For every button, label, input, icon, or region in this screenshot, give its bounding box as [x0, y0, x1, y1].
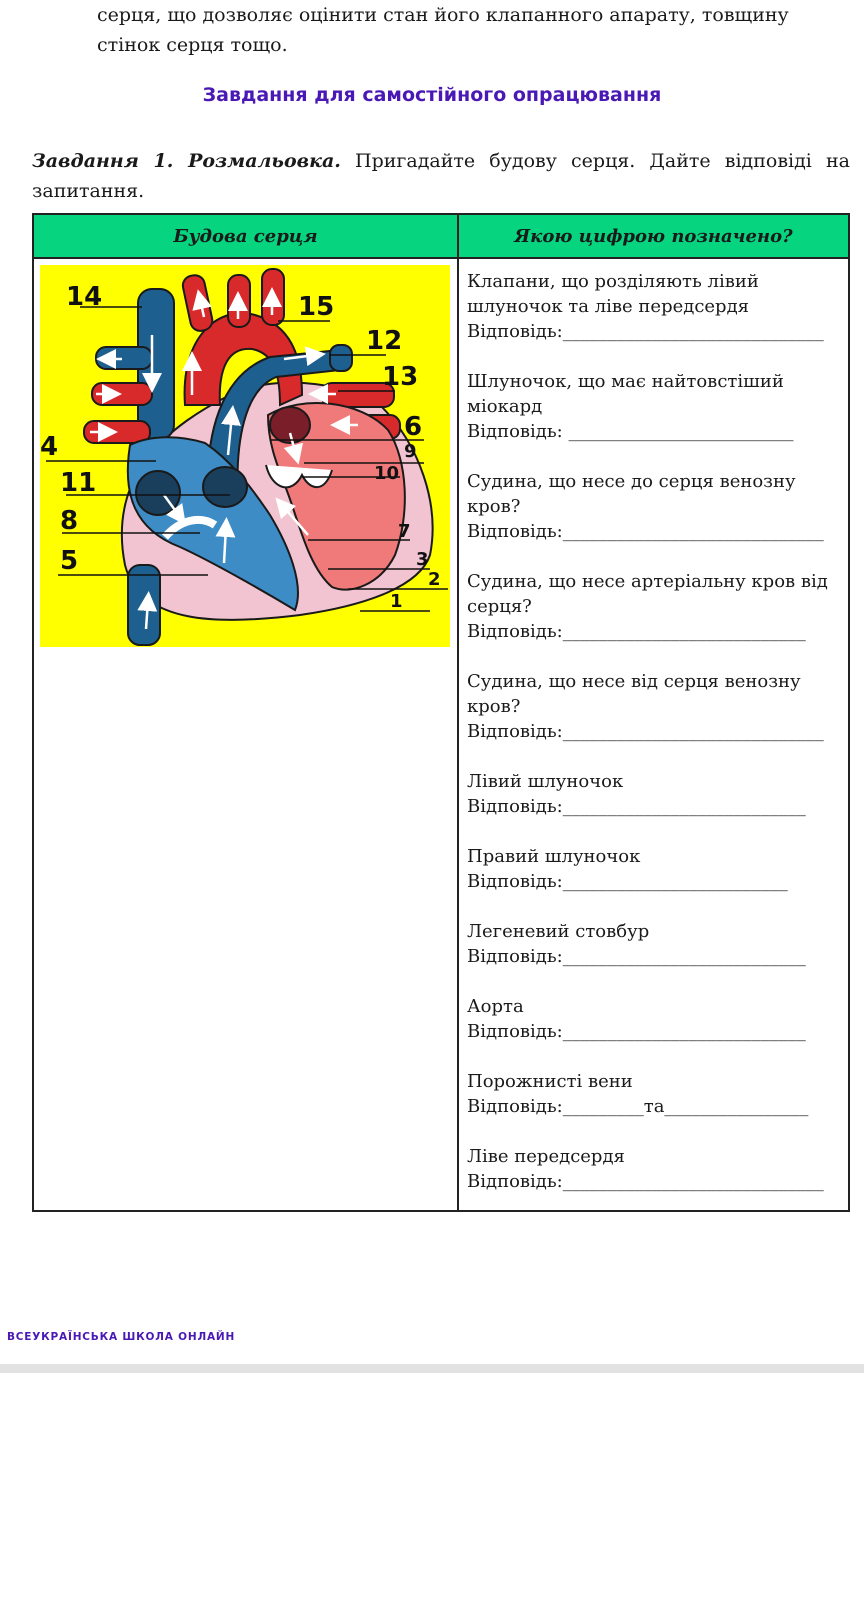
label-14: 14 — [66, 282, 103, 312]
header-heart-structure: Будова серця — [33, 214, 458, 258]
answer-line: Відповідь:_________________________ — [467, 871, 788, 892]
footer-divider — [0, 1364, 864, 1373]
pulmonary-artery-left — [96, 347, 152, 369]
question-text: Клапани, що розділяють лівий шлуночок та ліве передсердя — [467, 271, 759, 317]
label-11: 11 — [60, 468, 97, 498]
table-body-row — [33, 258, 849, 1211]
question-item — [467, 369, 840, 444]
section-title: Завдання для самостійного опрацювання — [202, 84, 662, 106]
label-3: 3 — [416, 549, 429, 570]
answer-line: Відповідь:___________________________ — [467, 946, 806, 967]
header-which-number: Якою цифрою позначено? — [458, 214, 849, 258]
answer-line: Відповідь:_____________________________ — [467, 1171, 824, 1192]
label-7: 7 — [398, 521, 411, 542]
question-item — [467, 919, 840, 969]
question-item — [467, 769, 840, 819]
question-list — [459, 259, 848, 1194]
question-text: Аорта — [467, 996, 524, 1017]
question-item — [467, 469, 840, 544]
pulmonary-artery-right — [330, 345, 352, 371]
label-10: 10 — [374, 463, 400, 484]
question-item — [467, 844, 840, 894]
question-text: Судина, що несе до серця венозну кров? — [467, 471, 796, 517]
answer-line: Відповідь:_____________________________ — [467, 521, 824, 542]
task-label: Завдання 1. Розмальовка. — [32, 150, 341, 172]
answer-line: Відповідь:___________________________ — [467, 796, 806, 817]
question-text: Лівий шлуночок — [467, 771, 624, 792]
worksheet-table — [32, 213, 850, 1212]
question-item — [467, 994, 840, 1044]
label-15: 15 — [298, 292, 335, 322]
label-1: 1 — [390, 591, 403, 612]
question-item — [467, 1144, 840, 1194]
question-text: Шлуночок, що має найтовстіший міокард — [467, 371, 784, 417]
footer-brand: ВСЕУКРАЇНСЬКА ШКОЛА ОНЛАЙН — [7, 1331, 236, 1343]
task-statement — [32, 146, 850, 206]
answer-line: Відповідь:_________та________________ — [467, 1096, 809, 1117]
pulmonary-valve — [203, 467, 247, 507]
inferior-vena-cava — [128, 565, 160, 645]
answer-line: Відповідь:_____________________________ — [467, 321, 824, 342]
questions-cell — [458, 258, 849, 1211]
question-text: Правий шлуночок — [467, 846, 641, 867]
label-5: 5 — [60, 546, 79, 576]
label-8: 8 — [60, 506, 79, 536]
label-9: 9 — [404, 441, 417, 462]
label-2: 2 — [428, 569, 441, 590]
diagram-cell — [33, 258, 458, 1211]
question-item — [467, 269, 840, 344]
answer-line: Відповідь:___________________________ — [467, 621, 806, 642]
task-text: Пригадайте будову серця. Дайте відповіді на запитання. — [32, 150, 850, 202]
answer-line: Відповідь:___________________________ — [467, 1021, 806, 1042]
intro-paragraph: серця, що дозволяє оцінити стан його клапанного апарату, товщину стінок серця тощо. — [97, 4, 789, 56]
question-item — [467, 1069, 840, 1119]
label-6: 6 — [404, 412, 423, 442]
heart-diagram — [40, 265, 450, 647]
question-text: Порожнисті вени — [467, 1071, 633, 1092]
label-4: 4 — [40, 432, 59, 462]
answer-line: Відповідь: _________________________ — [467, 421, 794, 442]
question-text: Легеневий стовбур — [467, 921, 650, 942]
table-header-row — [33, 214, 849, 258]
question-text: Ліве передсердя — [467, 1146, 625, 1167]
question-item — [467, 569, 840, 644]
label-13: 13 — [382, 362, 419, 392]
answer-line: Відповідь:_____________________________ — [467, 721, 824, 742]
label-12: 12 — [366, 326, 403, 356]
question-text: Судина, що несе артеріальну кров від серця? — [467, 571, 828, 617]
question-text: Судина, що несе від серця венозну кров? — [467, 671, 801, 717]
question-item — [467, 669, 840, 744]
